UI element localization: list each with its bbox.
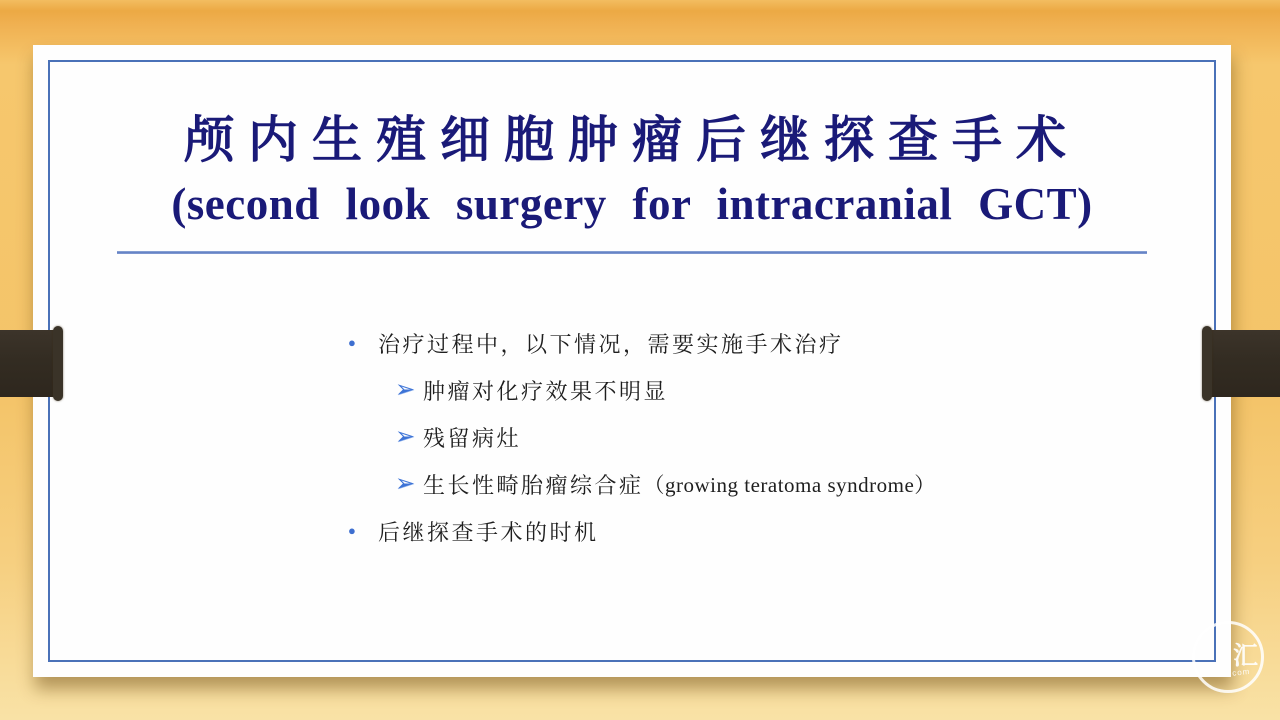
arrow-bullet-icon: ➢ [395,423,416,450]
bullet-text: 后继探查手术的时机 [378,519,599,545]
presentation-slide [33,45,1231,677]
bullet-text: 治疗过程中，以下情况，需要实施手术治疗 [378,331,844,357]
watermark-character: 汇 [1233,642,1259,670]
screen-bracket-right-cap [1202,326,1212,401]
arrow-bullet-icon: ➢ [395,470,416,497]
slide-title-english: (second look surgery for intracranial GCT) [171,179,1093,229]
title-underline [117,251,1147,254]
sub-bullet-text-english: （growing teratoma syndrome） [643,473,936,497]
title-block [33,45,1231,254]
sub-bullet-text-chinese: 生长性畸胎瘤综合症 [423,472,644,498]
sub-bullet-item-1 [395,377,936,403]
arrow-bullet-icon: ➢ [395,376,416,403]
bullet-item-1 [348,330,936,356]
bullet-dot-icon: ● [348,335,356,350]
sub-bullet-text: 肿瘤对化疗效果不明显 [423,378,669,404]
sub-bullet-text: 残留病灶 [423,425,522,451]
screen-bracket-left-cap [53,326,63,401]
bullet-list [348,330,936,544]
screen-bracket-left [0,330,58,397]
watermark-logo [1192,621,1264,693]
sub-bullet-item-3 [395,471,936,497]
watermark-small-text: .com [1228,666,1251,679]
bullet-dot-icon: ● [348,523,356,538]
sub-bullet-item-2 [395,424,936,450]
slide-title-chinese: 颅内生殖细胞肿瘤后继探查手术 [184,110,1080,169]
screen-bracket-right [1207,330,1280,397]
bullet-item-2 [348,518,936,544]
